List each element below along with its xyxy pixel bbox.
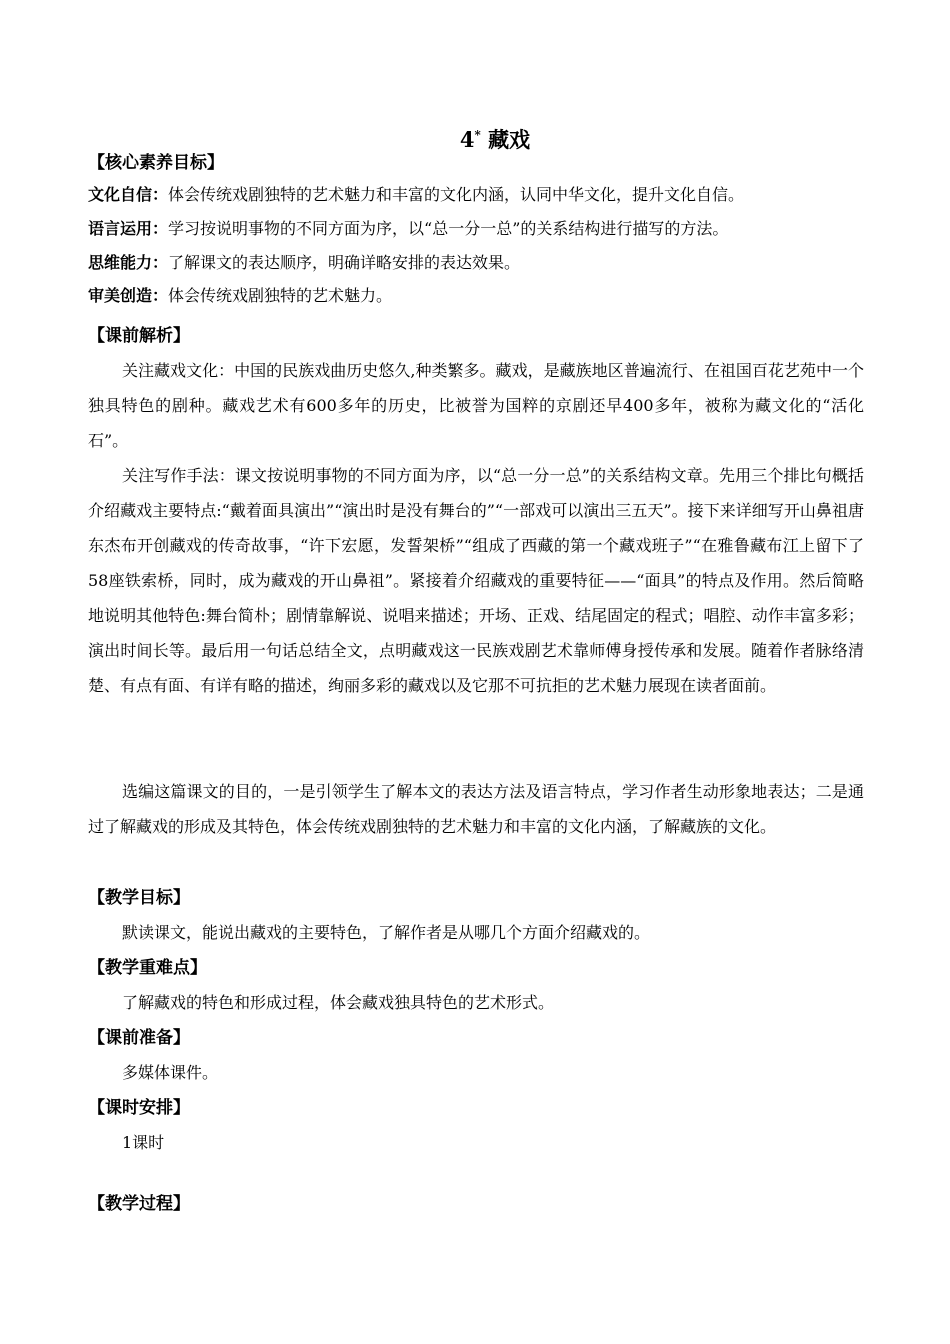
analysis-paragraph-2: 关注写作手法：课文按说明事物的不同方面为序，以“总一分一总”的关系结构文章。先用三个排比句概括介绍藏戏主要特点:“戴着面具演出”“演出时是没有舞台的”“一部戏可以演出三五天”。接下来详细写开山鼻祖唐东杰布开创藏戏的传奇故事，“许下宏愿，发誓架桥”“组成了西藏的第一个藏戏班子”“在雅鲁藏布江上留下了58座铁索桥，同时，成为藏戏的开山鼻祖”。紧接着介绍藏戏的重要特征——“面具”的特点及作用。然后简略地说明其他特色:舞台简朴；剧情靠解说、说唱来描述；开场、正戏、结尾固定的程式；唱腔、动作丰富多彩；演出时间长等。最后用一句话总结全文，点明藏戏这一民族戏剧艺术靠师傅身授传承和发展。随着作者脉络清楚、有点有面、有详有略的描述，绚丽多彩的藏戏以及它那不可抗拒的艺术魅力展现在读者面前。 bbox=[88, 466, 864, 695]
key-points-heading: 【教学重难点】 bbox=[88, 958, 207, 978]
goal-text: 体会传统戏剧独特的艺术魅力。 bbox=[168, 286, 393, 305]
preparation-heading: 【课前准备】 bbox=[88, 1028, 190, 1048]
process-heading: 【教学过程】 bbox=[88, 1194, 190, 1214]
goal-label: 思维能力： bbox=[88, 253, 169, 272]
preparation-text: 多媒体课件。 bbox=[122, 1063, 219, 1082]
goal-language bbox=[88, 216, 878, 242]
goal-label: 审美创造： bbox=[88, 286, 169, 305]
title-number: 4 bbox=[459, 127, 475, 152]
schedule-heading: 【课时安排】 bbox=[88, 1098, 190, 1118]
title-star: * bbox=[474, 128, 481, 142]
key-points-text: 了解藏戏的特色和形成过程，体会藏戏独具特色的艺术形式。 bbox=[122, 993, 555, 1012]
title-text: 藏戏 bbox=[488, 127, 531, 152]
analysis-paragraph-1: 关注藏戏文化：中国的民族戏曲历史悠久,种类繁多。藏戏，是藏族地区普遍流行、在祖国百花艺苑中一个独具特色的剧种。藏戏艺术有600多年的历史，比被誉为国粹的京剧还早400多年，被称为藏文化的“活化石”。 bbox=[88, 361, 864, 450]
goal-thinking bbox=[88, 250, 878, 276]
teaching-goal-heading: 【教学目标】 bbox=[88, 888, 190, 908]
core-goals-heading: 【核心素养目标】 bbox=[88, 153, 224, 173]
analysis-paragraph-3: 选编这篇课文的目的，一是引领学生了解本文的表达方法及语言特点，学习作者生动形象地表达；二是通过了解藏戏的形成及其特色，体会传统戏剧独特的艺术魅力和丰富的文化内涵，了解藏族的文化。 bbox=[88, 782, 864, 836]
goal-aesthetic bbox=[88, 283, 878, 309]
goal-text: 了解课文的表达顺序，明确详略安排的表达效果。 bbox=[168, 253, 521, 272]
goal-text: 学习按说明事物的不同方面为序，以“总一分一总”的关系结构进行描写的方法。 bbox=[168, 219, 729, 238]
analysis-heading: 【课前解析】 bbox=[88, 326, 190, 346]
schedule-text: 1课时 bbox=[122, 1133, 165, 1152]
goal-label: 语言运用： bbox=[88, 219, 169, 238]
goal-label: 文化自信： bbox=[88, 185, 169, 204]
goal-culture bbox=[88, 182, 878, 208]
teaching-goal-text: 默读课文，能说出藏戏的主要特色，了解作者是从哪几个方面介绍藏戏的。 bbox=[122, 923, 651, 942]
goal-text: 体会传统戏剧独特的艺术魅力和丰富的文化内涵，认同中华文化，提升文化自信。 bbox=[168, 185, 745, 204]
